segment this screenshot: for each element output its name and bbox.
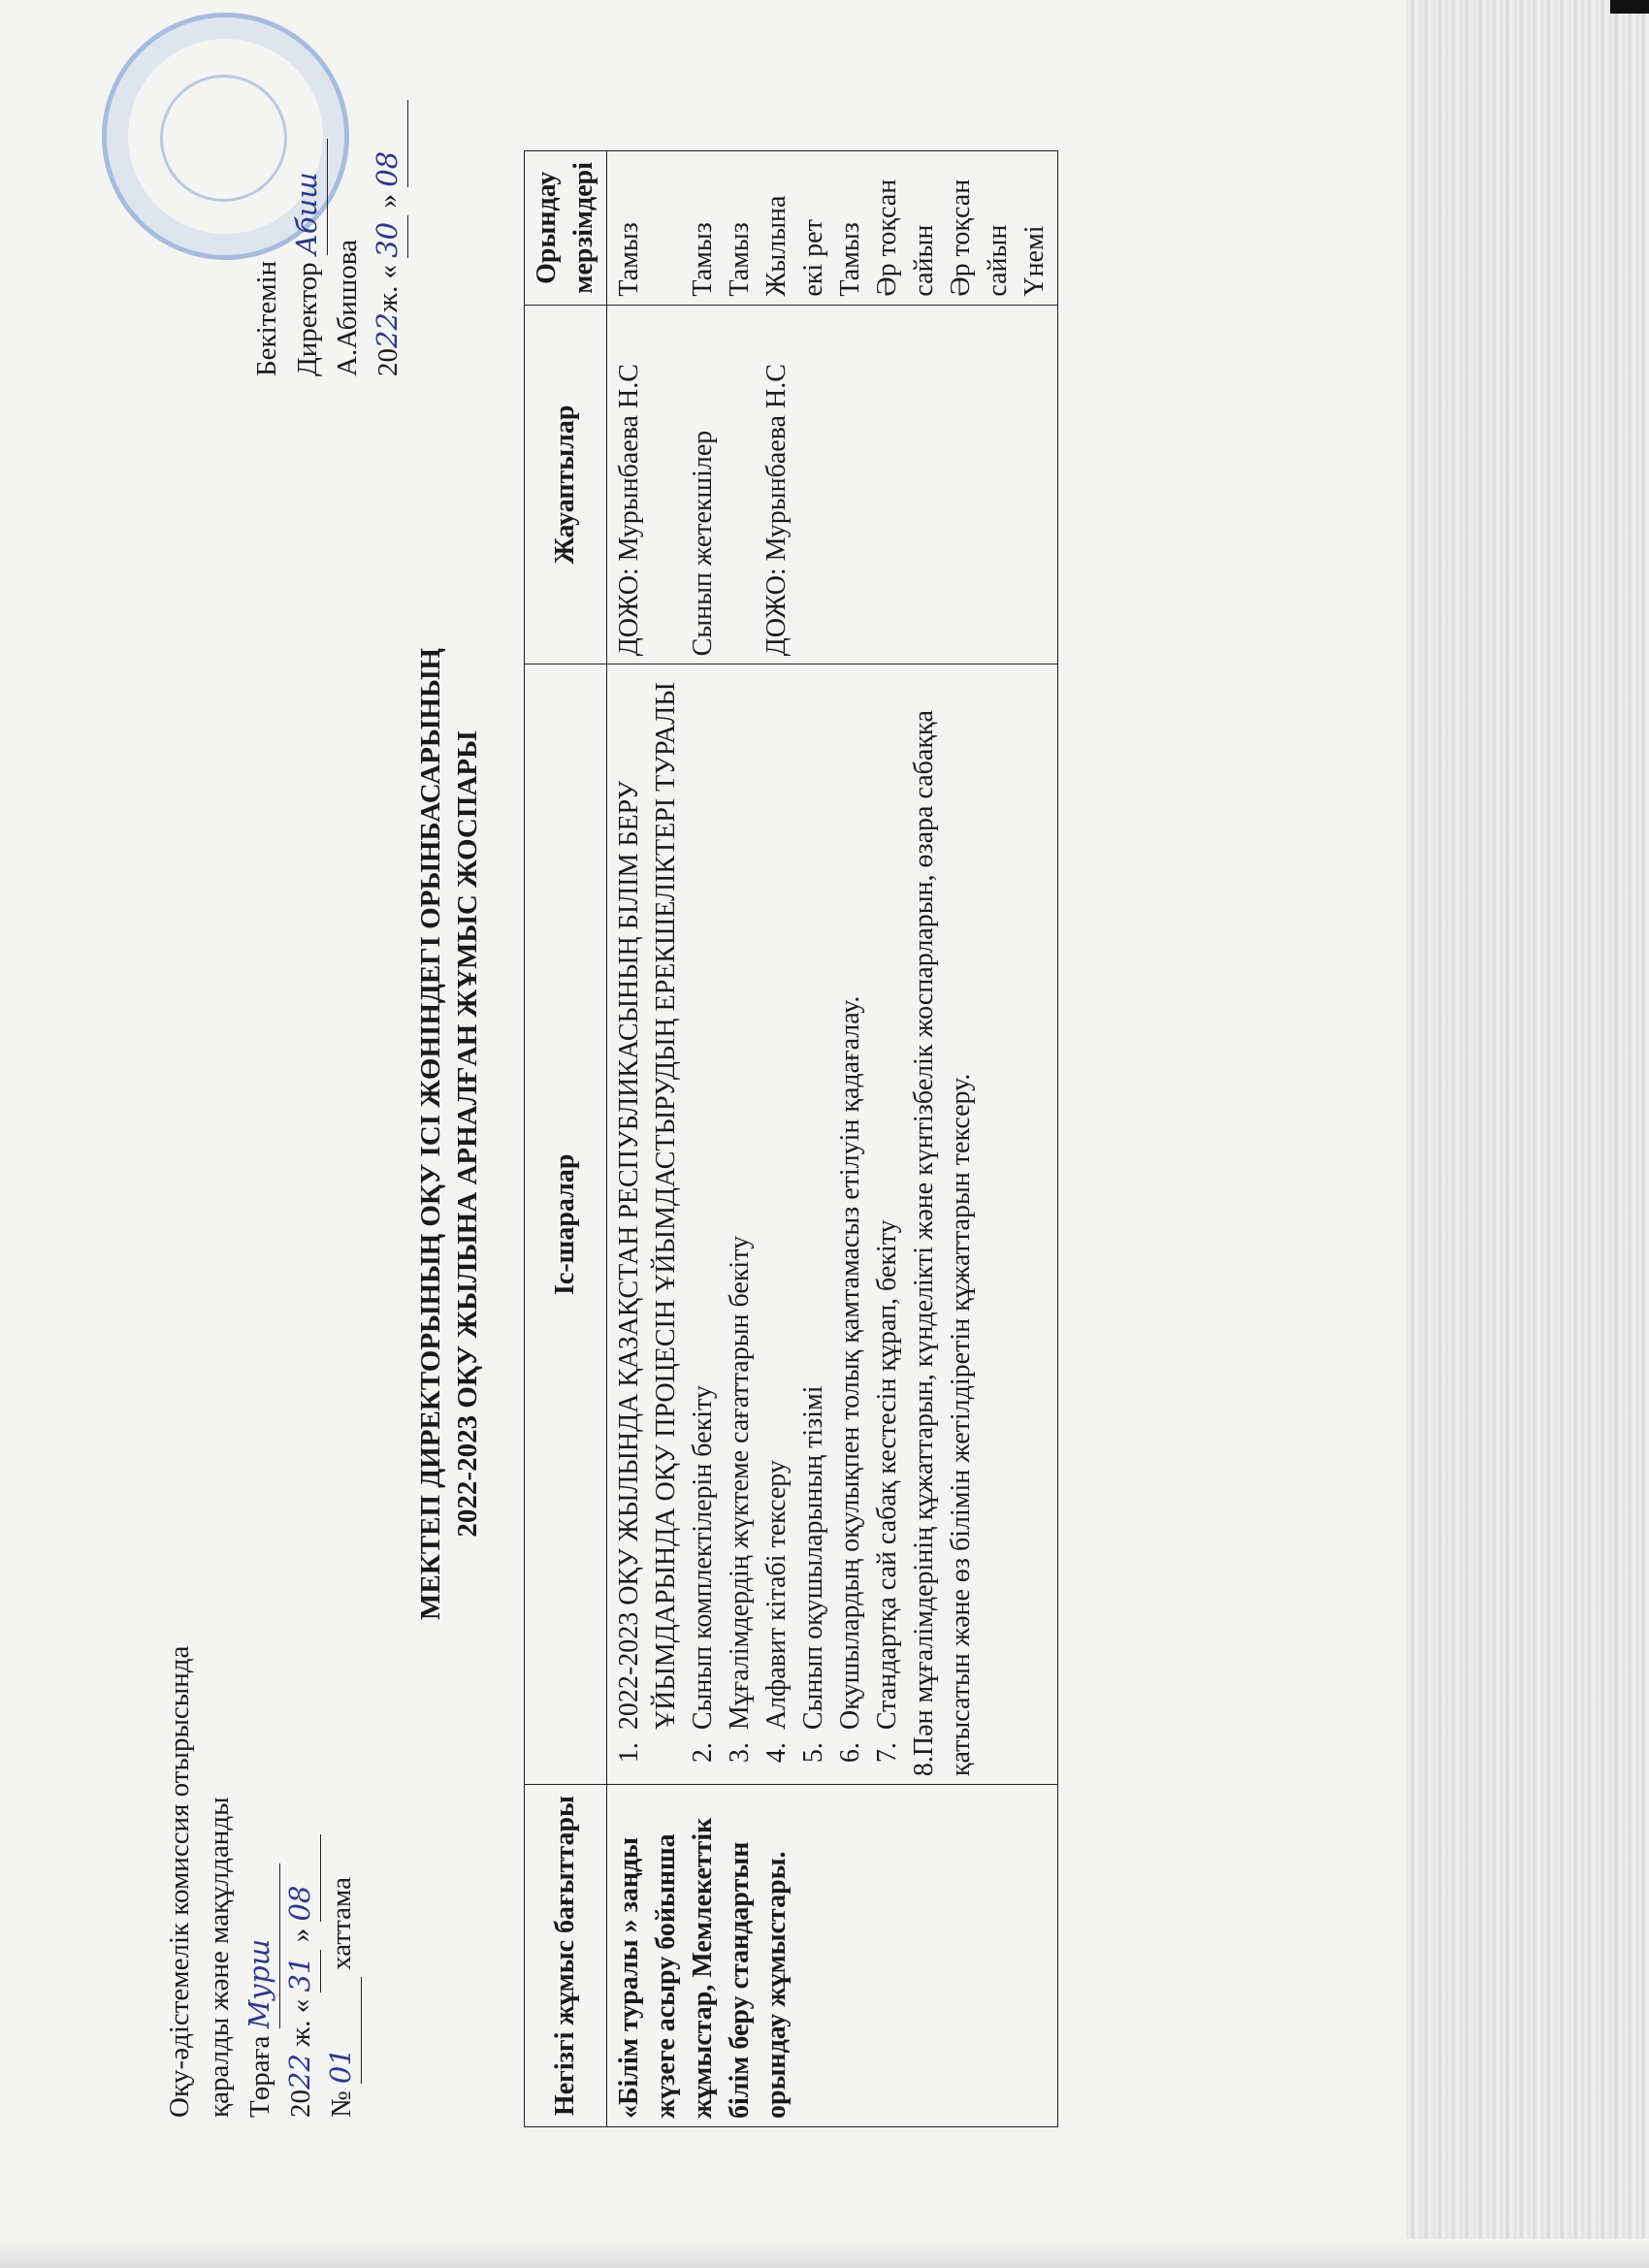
list-item: 4. Алфавит кітабі тексеру xyxy=(759,672,795,1735)
work-plan-table xyxy=(524,150,1058,2127)
list-item: 6. Оқушылардың оқулықпен толық қамтамасыз етілуін қадағалау. xyxy=(832,672,869,1735)
commission-date-line xyxy=(280,1646,321,2118)
responsible-entry: Сынып жетекшілер xyxy=(688,430,718,657)
deadline-entry: Әр тоқсан сайын xyxy=(946,178,1013,297)
responsible-entry: ДОЖО: Мурынбаева Н.С xyxy=(614,364,644,657)
document-title xyxy=(412,0,486,2268)
header-directions: Негізгі жұмыс бағыттары xyxy=(525,1785,607,2127)
director-line xyxy=(287,0,368,376)
protocol-line xyxy=(321,1646,362,2118)
header-responsible: Жауаптылар xyxy=(525,305,607,664)
deadline-entry: Жылына екі рет xyxy=(761,195,828,297)
director-approval-block xyxy=(247,0,408,376)
title-line-2: 2022-2023 ОҚУ ЖЫЛЫНА АРНАЛҒАН ЖҰМЫС ЖОСПАРЫ xyxy=(452,730,483,1538)
table-row xyxy=(607,151,1058,2127)
year-handwritten: 22 xyxy=(283,2054,316,2090)
approval-year-handwritten: 22 xyxy=(371,312,404,348)
events-cell xyxy=(607,664,1058,1785)
deadline-spacer xyxy=(648,159,685,297)
events-list xyxy=(611,672,906,1776)
approval-day-close: » xyxy=(372,194,404,209)
deadline-entry: Тамыз xyxy=(725,222,755,297)
responsible-cell xyxy=(607,305,1058,664)
approval-month-handwritten: 08 xyxy=(368,100,408,187)
direction-cell: «Білім туралы » заңды жүзеге асыру бойынша жұмыстар, Мемлекеттік білім беру стандартын орындау жұмыстары. xyxy=(607,1785,1058,2127)
chair-label: Төраға xyxy=(244,2035,275,2118)
deadline-entry: Тамыз xyxy=(614,222,644,297)
chair-line xyxy=(240,1646,280,2118)
approve-label: Бекітемін xyxy=(251,260,282,376)
deadline-entry: Әр тоқсан сайын xyxy=(872,178,939,297)
approval-date-line xyxy=(368,0,408,376)
month-handwritten: 08 xyxy=(280,1834,321,1922)
list-item: 7. Стандартқа сай сабақ кестесін құрап, бекіту xyxy=(869,672,906,1735)
day-close: » xyxy=(285,1928,316,1943)
director-label: Директор xyxy=(292,262,323,376)
list-item: 3. Мұғалімдердің жүктеме сағаттарын бекіту xyxy=(722,672,759,1735)
year-prefix: 20 xyxy=(285,2090,316,2118)
director-name: А.Абишова xyxy=(332,240,363,376)
protocol-prefix: № xyxy=(326,2090,357,2118)
year-suffix: ж. « xyxy=(285,1998,316,2055)
deadline-entry: Тамыз xyxy=(835,222,865,297)
list-item: 1. 2022-2023 ОҚУ ЖЫЛЫНДА ҚАЗАҚСТАН РЕСПУБЛИКАСЫНЫҢ БІЛІМ БЕРУ ҰЙЫМДАРЫНДА ОҚУ ПРОЦЕСІН ҰЙЫМДАСТЫРУДЫҢ ЕРЕКШЕЛІКТЕРІ ТУРАЛЫ xyxy=(611,672,685,1735)
deadline-entry: Үнемі xyxy=(1019,225,1050,297)
deadline-entry: Тамыз xyxy=(688,222,718,297)
protocol-number-handwritten: 01 xyxy=(321,1977,362,2084)
table-header-row xyxy=(525,151,607,2127)
title-line-1: МЕКТЕП ДИРЕКТОРЫНЫҢ ОҚУ ІСІ ЖӨНІНДЕГІ ОРЫНБАСАРЫНЫҢ xyxy=(415,648,446,1620)
approval-year-suffix: ж. « xyxy=(372,265,404,313)
commission-line-1: Оқу-әдістемелік комиссия отырысында xyxy=(164,1645,195,2118)
list-item: 2. Сынып комплектілерін бекіту xyxy=(685,672,722,1735)
header-deadlines: Орындау мерзімдері xyxy=(525,151,607,306)
header-events: Іс-шаралар xyxy=(525,664,607,1785)
approval-year-prefix: 20 xyxy=(372,348,404,376)
day-handwritten: 31 xyxy=(280,1950,321,1993)
director-signature: Абиш xyxy=(287,139,328,255)
chair-signature: Мурш xyxy=(240,1863,280,2028)
list-item-8: 8.Пән мұғалімдерінің құжаттарын, күнделікті және күнтізбелік жоспарларын, өзара сабаққа қатысатын және өз білімін жетілдіретін құжаттарын тексеру. xyxy=(909,710,976,1777)
approval-day-handwritten: 30 xyxy=(368,215,408,258)
responsible-entry: ДОЖО: Мурынбаева Н.С xyxy=(761,364,792,657)
commission-approval-block xyxy=(160,1646,362,2118)
commission-line-2: қаралды және мақұлданды xyxy=(204,1797,235,2118)
list-item: 5. Сынып оқушыларының тізімі xyxy=(795,672,832,1735)
protocol-label: хаттама xyxy=(326,1876,357,1970)
deadlines-cell xyxy=(607,151,1058,306)
